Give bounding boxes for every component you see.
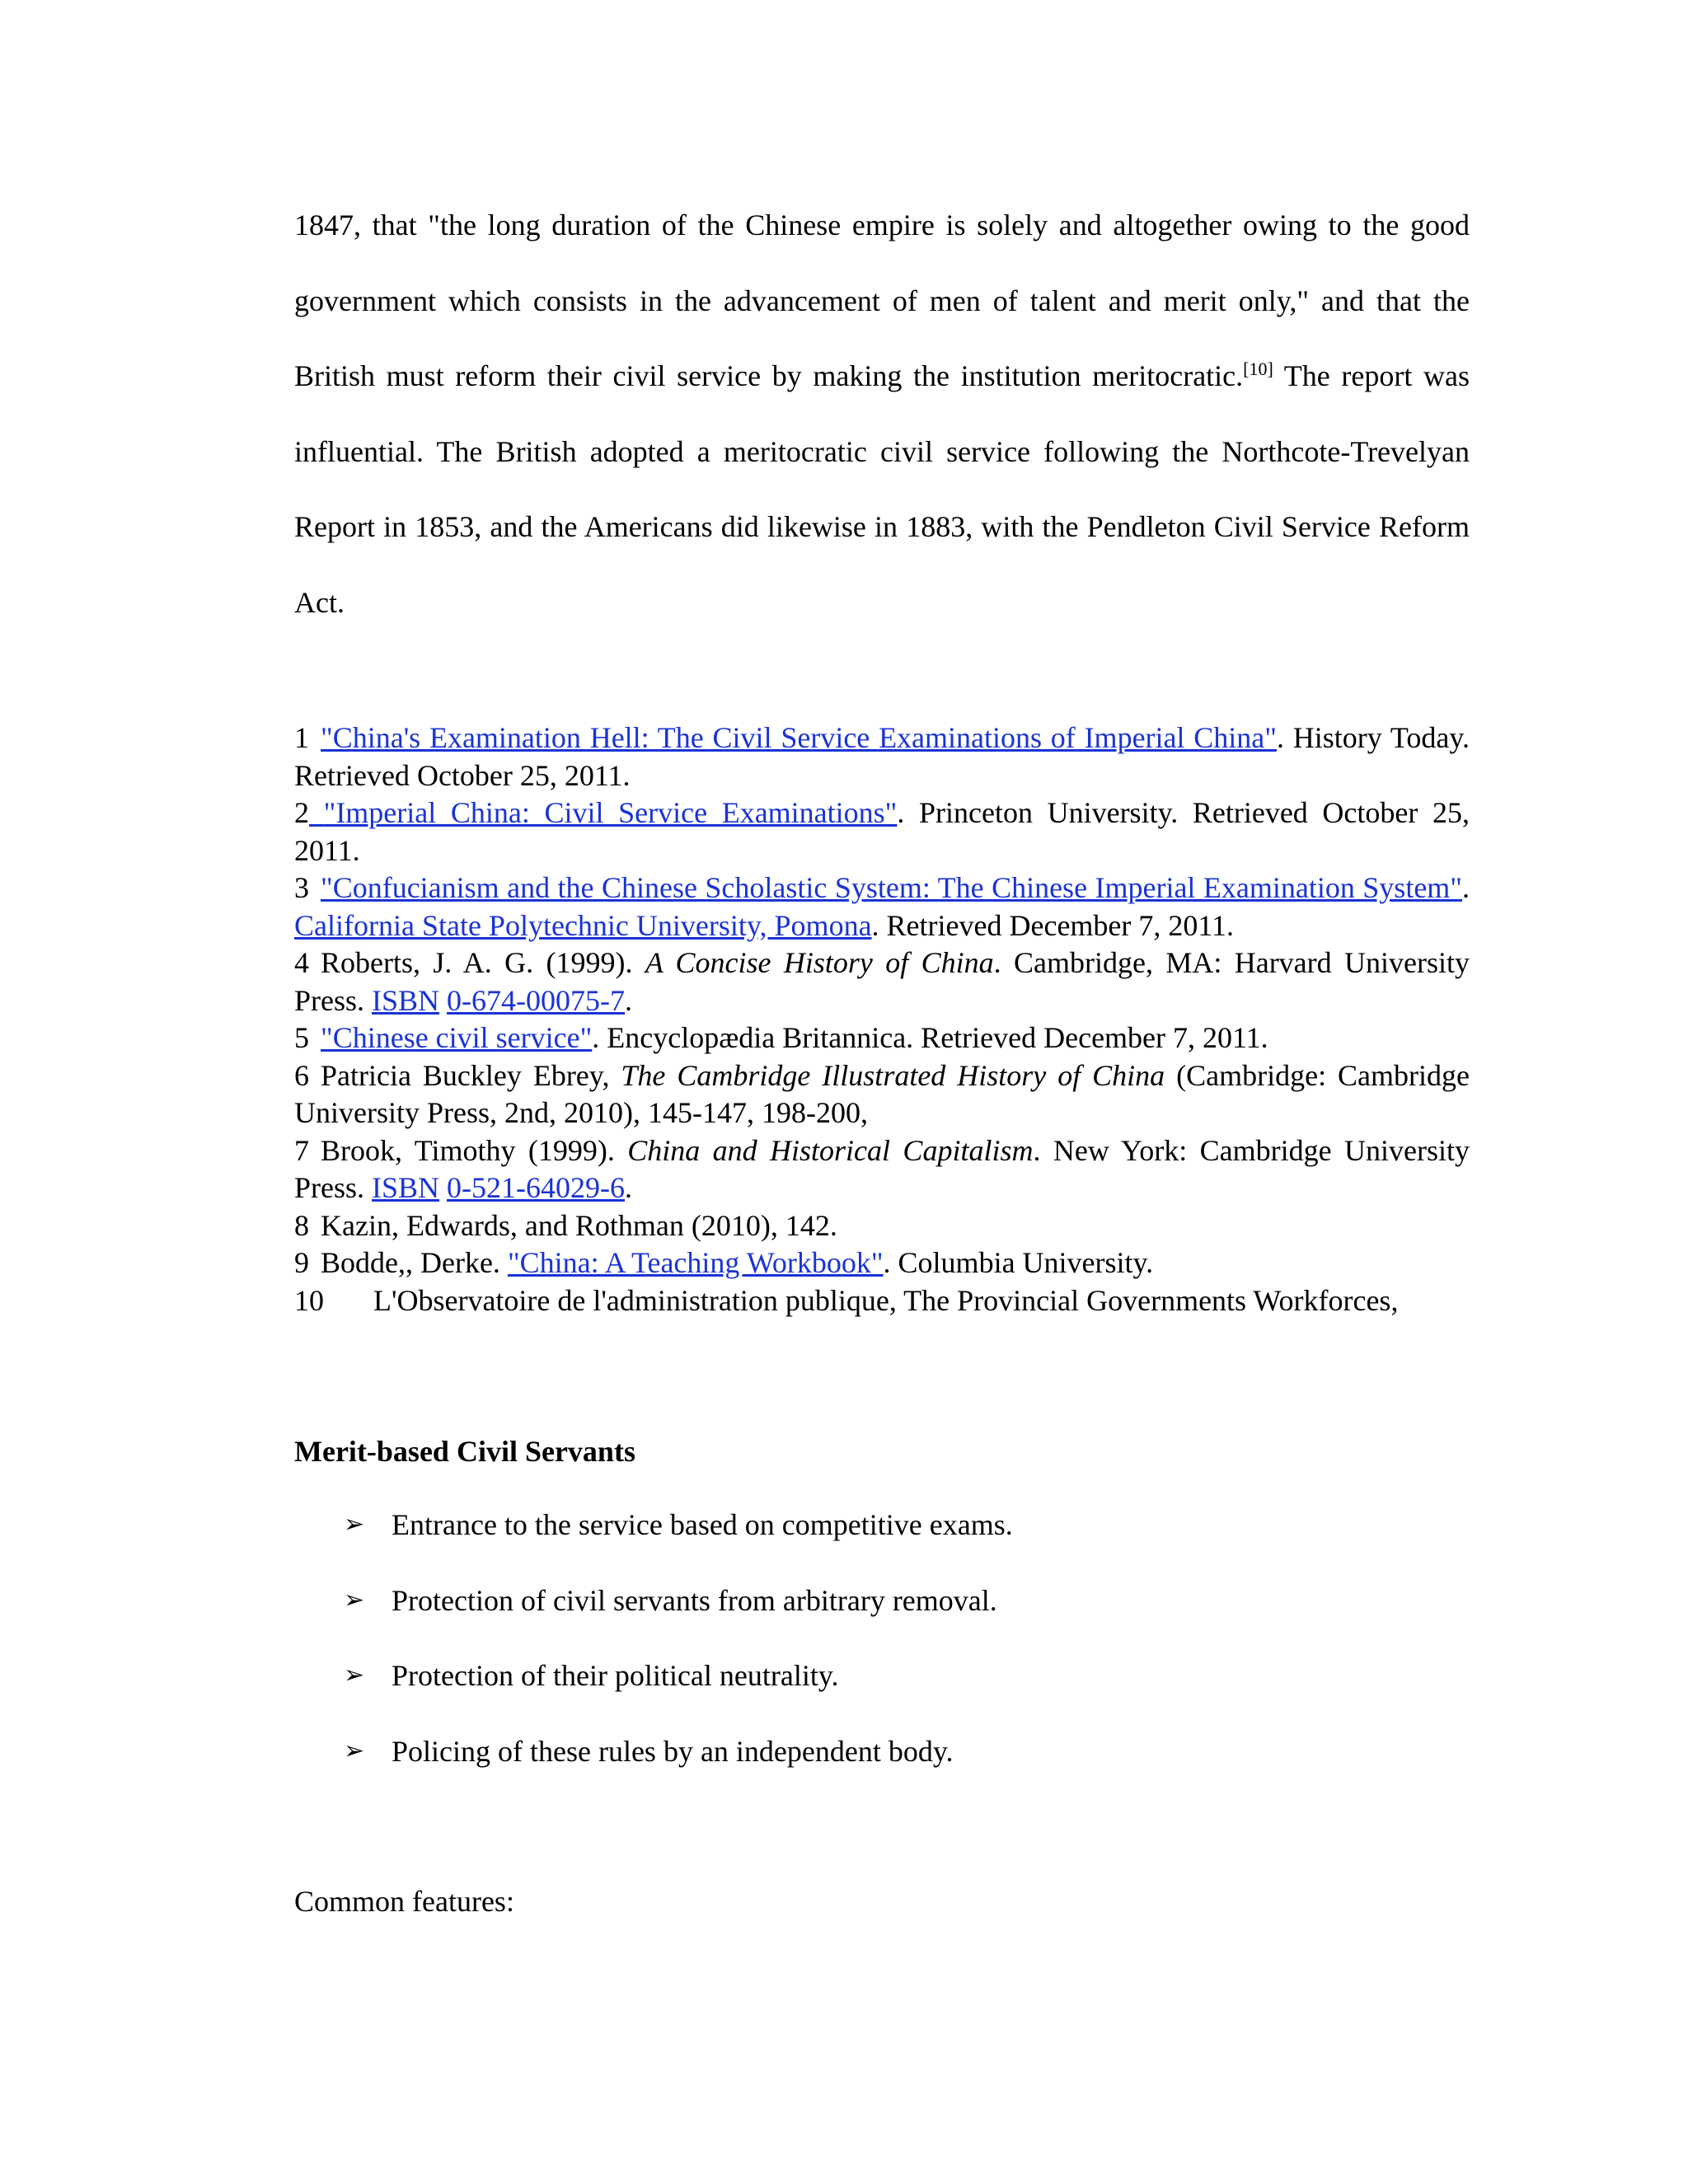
list-item-text: Policing of these rules by an independent body. [392, 1734, 954, 1768]
reference-5-link[interactable]: "Chinese civil service" [321, 1021, 593, 1054]
reference-1-link[interactable]: "China's Examination Hell: The Civil Service Examinations of Imperial China" [321, 721, 1277, 754]
arrow-bullet-icon: ➢ [344, 1736, 365, 1765]
reference-3-link[interactable]: "Confucianism and the Chinese Scholastic System: The Chinese Imperial Examination System" [321, 871, 1462, 904]
reference-number: 2 [294, 796, 309, 829]
body-paragraph [294, 188, 1470, 640]
reference-5-source: . Encyclopædia Britannica. Retrieved December 7, 2011. [592, 1021, 1268, 1054]
reference-number: 7 [294, 1133, 309, 1167]
reference-9-link[interactable]: "China: A Teaching Workbook" [507, 1246, 884, 1279]
list-item-text: Protection of their political neutrality. [392, 1659, 839, 1692]
isbn-number-link[interactable]: 0-674-00075-7 [447, 983, 626, 1017]
reference-7 [294, 1132, 1470, 1207]
reference-3-separator: . [1462, 871, 1470, 904]
references-list [294, 719, 1470, 1319]
reference-4-title: A Concise History of China [645, 946, 994, 979]
reference-2-source: . Princeton University. Retrieved October 25, 2011. [294, 796, 1470, 867]
reference-7-end: . [625, 1171, 633, 1204]
list-item [294, 1657, 1470, 1732]
paragraph-text: 1847, that "the long duration of the Chinese empire is solely and altogether owing to the good government which consists in the advancement of men of talent and merit only," and that the British must reform their civil service by making the institution meritocratic. [294, 209, 1470, 392]
reference-8-text: Kazin, Edwards, and Rothman (2010), 142. [321, 1208, 837, 1242]
reference-3-publisher-link[interactable]: California State Polytechnic University, Pomona [294, 908, 872, 942]
isbn-link[interactable]: ISBN [372, 1171, 440, 1204]
arrow-bullet-icon: ➢ [344, 1510, 365, 1539]
isbn-number-link[interactable]: 0-521-64029-6 [447, 1171, 626, 1204]
reference-10-text: L'Observatoire de l'administration publique, The Provincial Governments Workforces, [373, 1283, 1399, 1317]
bullet-list [294, 1506, 1470, 1807]
reference-number: 5 [294, 1021, 309, 1054]
reference-9-source: . Columbia University. [883, 1246, 1154, 1279]
reference-7-author: Brook, Timothy (1999). [321, 1133, 628, 1167]
reference-9-author: Bodde,, Derke. [321, 1246, 508, 1279]
list-item-text: Entrance to the service based on competitive exams. [392, 1508, 1013, 1541]
reference-number: 8 [294, 1208, 309, 1242]
reference-3-retrieved: . Retrieved December 7, 2011. [871, 908, 1235, 942]
reference-1 [294, 719, 1470, 794]
reference-8 [294, 1207, 1470, 1245]
reference-5 [294, 1019, 1470, 1057]
reference-9 [294, 1244, 1470, 1282]
common-features-label: Common features: [294, 1885, 514, 1918]
reference-2-link[interactable] [309, 796, 897, 829]
reference-6-publisher: (Cambridge: Cambridge University Press, 2nd, 2010), 145-147, 198-200, [294, 1058, 1470, 1129]
reference-4-author: Roberts, J. A. G. (1999). [321, 946, 645, 979]
reference-4-end: . [625, 983, 633, 1017]
arrow-bullet-icon: ➢ [344, 1661, 365, 1690]
reference-number: 10 [294, 1283, 324, 1317]
footnote-ref-10[interactable]: [10] [1243, 359, 1273, 379]
list-item [294, 1582, 1470, 1657]
list-item [294, 1506, 1470, 1582]
reference-4 [294, 944, 1470, 1019]
reference-7-title: China and Historical Capitalism [627, 1133, 1034, 1167]
reference-number: 9 [294, 1246, 309, 1279]
reference-6 [294, 1057, 1470, 1132]
reference-10 [294, 1282, 1470, 1320]
list-item [294, 1732, 1470, 1808]
section-heading: Merit-based Civil Servants [294, 1435, 635, 1468]
reference-number: 4 [294, 946, 309, 979]
reference-2 [294, 794, 1470, 869]
reference-number: 6 [294, 1058, 309, 1092]
list-item-text: Protection of civil servants from arbitrary removal. [392, 1583, 997, 1617]
arrow-bullet-icon: ➢ [344, 1585, 365, 1615]
reference-1-source: . History Today. Retrieved October 25, 2011. [294, 721, 1470, 792]
reference-2-link-text: "Imperial China: Civil Service Examinations" [323, 796, 898, 829]
reference-3 [294, 869, 1470, 944]
reference-number: 3 [294, 871, 309, 904]
reference-7-publisher: . New York: Cambridge University Press. [294, 1133, 1470, 1204]
reference-number: 1 [294, 721, 309, 754]
reference-6-title: The Cambridge Illustrated History of China [621, 1058, 1165, 1092]
isbn-link[interactable]: ISBN [372, 983, 440, 1017]
reference-4-publisher: . Cambridge, MA: Harvard University Press. [294, 946, 1470, 1017]
reference-6-author: Patricia Buckley Ebrey, [321, 1058, 621, 1092]
paragraph-text-continued: The report was influential. The British adopted a meritocratic civil service following the Northcote-Trevelyan Report in 1853, and the Americans did likewise in 1883, with the Pendleton Civil Service Reform Act. [294, 359, 1470, 619]
